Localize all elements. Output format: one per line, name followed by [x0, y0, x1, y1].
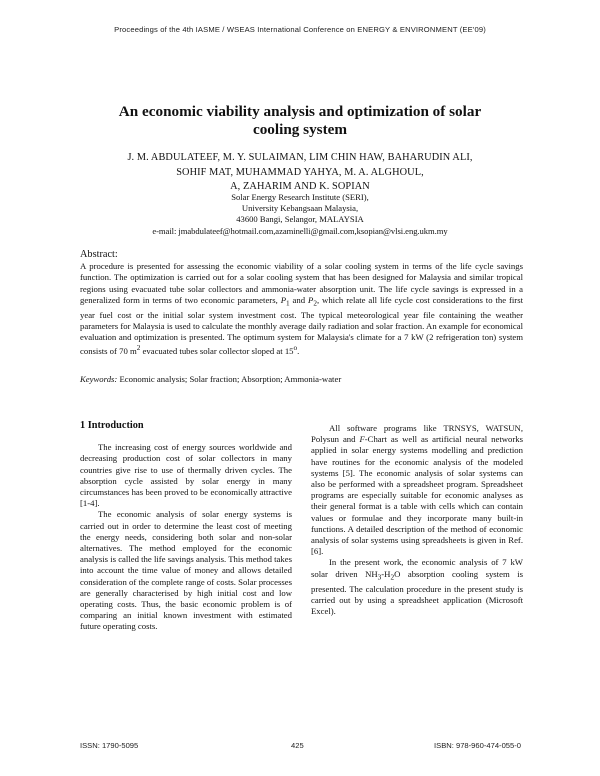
footer-isbn: ISBN: 978-960-474-055-0 [434, 741, 521, 750]
author-list [80, 151, 520, 195]
intro-paragraph-2: The economic analysis of solar energy systems is carried out in order to determine the least cost of meeting the energy needs, considering both solar and non-solar alternatives. The method employed for the economic analysis is called the life savings analysis. This method takes into account the time value of money and allows detailed consideration of the complete range of costs. Solar processes are generally characterised by high initial cost and low operating costs. Thus, the basic economic problem is of comparing an initial known investment with estimated future operating costs. [80, 509, 292, 632]
para4-part-b: -H [381, 568, 391, 579]
abstract-text [80, 261, 523, 358]
affiliation-block [130, 192, 470, 237]
para3-part-a: All software programs like TRNSYS, WATSUN, Polysun and [311, 423, 523, 445]
abstract-part-c: , which relate all life cycle cost considerations to the first year fuel cost or the initial solar system investment cost. The typical meteorological year file containing the weather parameters for Malaysia is used to calculate the monthly average daily radiation and solar fraction. An example for economical evaluation and optimization is presented. The optimum system for Malaysia's climate for a 7 kW (2 refrigeration ton) system consists of 70 m [80, 294, 523, 357]
fchart-letter: F [359, 434, 365, 445]
running-header: Proceedings of the 4th IASME / WSEAS International Conference on ENERGY & ENVIRONMENT (EE'09) [114, 25, 486, 34]
nh3-subscript: 3 [377, 573, 382, 582]
keywords-line [80, 374, 523, 384]
affiliation-line-2: University Kebangsaan Malaysia, [241, 203, 359, 214]
affiliation-line-1: Solar Energy Research Institute (SERI), [231, 192, 369, 202]
param-p2-sub: 2 [313, 299, 317, 308]
para4-part-c: O absorption cooling system is presented. The calculation procedure in the present study is carried out by using a spreadsheet application (Microsoft Excel). [311, 568, 523, 616]
affiliation-line-3: 43600 Bangi, Selangor, MALAYSIA [236, 214, 364, 225]
paper-title: An economic viability analysis and optimization of solar cooling system [118, 103, 482, 138]
right-column [311, 423, 523, 617]
intro-paragraph-1: The increasing cost of energy sources worldwide and decreasing production cost of solar collectors in many countries give rise to use of thermally driven cycles. The absorption cycle assisted by solar energy in many circumstances has been proved to be economically attractive [1-4]. [80, 442, 292, 509]
param-p2: P [308, 294, 314, 305]
keywords-text: Economic analysis; Solar fraction; Absorption; Ammonia-water [117, 374, 342, 384]
abstract-part-b: and [289, 294, 309, 305]
page-footer [0, 741, 600, 753]
para4-part-a: In the present work, the economic analysis of 7 kW solar driven NH [311, 557, 523, 579]
keywords-label: Keywords: [80, 374, 118, 384]
degree-superscript: o [293, 344, 298, 353]
left-column [80, 420, 292, 633]
param-p1-sub: 1 [286, 299, 290, 308]
h2o-subscript: 2 [390, 573, 395, 582]
footer-issn: ISSN: 1790-5095 [80, 741, 139, 750]
intro-paragraph-3 [311, 423, 523, 557]
section-heading: 1 Introduction [80, 420, 144, 431]
abstract-heading: Abstract: [80, 249, 118, 260]
abstract-part-a: A procedure is presented for assessing the economic viability of a solar cooling system in terms of the life cycle savings function. The optimization is carried out for a solar cooling system that has been designed for Malaysia and similar tropical regions using evacuated tube solar collectors and ammonia-water absorption unit. The life cycle savings is expressed in a generalized form in terms of two economic parameters, [80, 261, 523, 305]
para3-part-b: -Chart as well as artificial neural networks applied in solar energy systems modelling and prediction have routines for the economic analysis of the modeled systems [5]. The economic analysis of solar systems can also be performed with a spreadsheet program. Spreadsheet programs are especially suitable for economic analyses as their general format is a table with cells which can contain values or formulae and they incorporate many built-in functions. A detailed description of the method of economic analysis of solar systems using spreadsheets is given in Ref. [6]. [311, 434, 523, 557]
abstract-part-d: evacuated tubes solar collector sloped at 15 [140, 346, 294, 357]
param-p1: P [280, 294, 286, 305]
area-superscript: 2 [136, 344, 141, 353]
authors-line-3: A, ZAHARIM AND K. SOPIAN [230, 181, 370, 192]
abstract-part-e: . [297, 346, 300, 357]
authors-line-1: J. M. ABDULATEEF, M. Y. SULAIMAN, LIM CHIN HAW, BAHARUDIN ALI, [127, 152, 473, 163]
intro-paragraph-4 [311, 557, 523, 617]
email-line: e-mail: jmabdulateef@hotmail.com,azaminelli@gmail.com,ksopian@vlsi.eng.ukm.my [152, 225, 448, 236]
footer-page-number: 425 [291, 741, 304, 750]
authors-line-2: SOHIF MAT, MUHAMMAD YAHYA, M. A. ALGHOUL, [176, 166, 424, 178]
